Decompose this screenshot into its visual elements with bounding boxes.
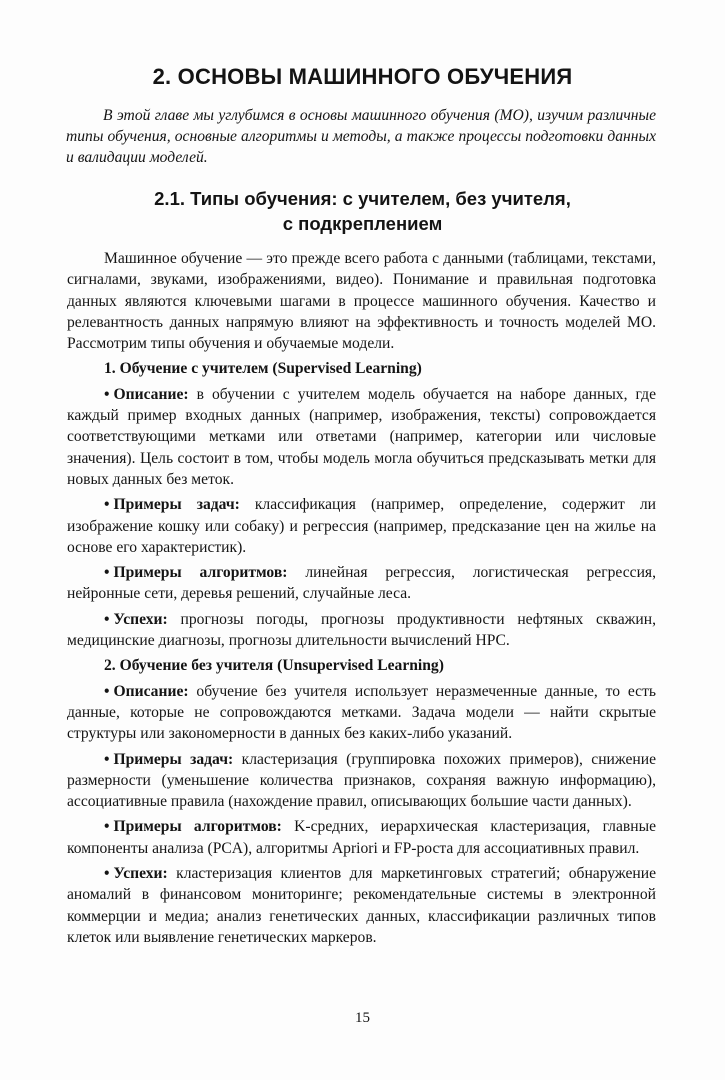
supervised-successes-item	[67, 609, 656, 652]
algorithms-label: Примеры алгоритмов:	[113, 564, 288, 582]
algorithms-label: Примеры алгоритмов:	[113, 818, 282, 836]
unsupervised-description-item	[67, 681, 656, 745]
tasks-text: кластеризация (группировка похожих примеров), снижение размерности (уменьшение количества признаков, сохраняя важную информацию), ассоциативные правила (нахождение правил, описывающих большие части данных).	[67, 750, 656, 811]
description-text: в обучении с учителем модель обучается на наборе данных, где каждый пример входных данных (например, изображения, тексты) сопровождается соответствующими метками или ответами (например, категории или числовые значения). Цель состоит в том, чтобы модель могла обучиться предсказывать метки для новых данных без меток.	[67, 385, 656, 488]
section-title	[0, 186, 725, 236]
description-text: обучение без учителя использует неразмеченные данные, то есть данные, которые не сопровождаются метками. Задача модели — найти скрытые структуры или закономерности в данных без каких-либо указаний.	[67, 682, 656, 743]
algorithms-text: линейная регрессия, логистическая регрессия, нейронные сети, деревья решений, случайные леса.	[67, 564, 656, 603]
algorithms-text: K-средних, иерархическая кластеризация, главные компоненты анализа (PCA), алгоритмы Apriori и FP-роста для ассоциативных правил.	[67, 818, 656, 857]
unsupervised-heading: 2. Обучение без учителя (Unsupervised Learning)	[104, 657, 444, 675]
description-label: Описание:	[113, 385, 189, 403]
section-title-line-1: 2.1. Типы обучения: с учителем, без учителя,	[154, 188, 571, 209]
bullet-icon: •	[104, 682, 110, 700]
supervised-algorithms-item	[67, 562, 656, 605]
bullet-icon: •	[104, 385, 110, 403]
bullet-icon: •	[104, 564, 110, 582]
successes-label: Успехи:	[113, 610, 168, 628]
section-title-line-2: с подкреплением	[282, 213, 443, 234]
description-label: Описание:	[113, 682, 189, 700]
unsupervised-algorithms-item	[67, 816, 656, 859]
bullet-icon: •	[104, 818, 110, 836]
tasks-label: Примеры задач:	[113, 496, 240, 514]
body-text	[67, 248, 656, 948]
bullet-icon: •	[104, 496, 110, 514]
page-number: 15	[355, 1010, 370, 1026]
tasks-text: классификация (например, определение, содержит ли изображение кошку или собаку) и регрессия (например, предсказание цен на жилье на основе его характеристик).	[67, 496, 657, 556]
tasks-label: Примеры задач:	[113, 750, 234, 768]
supervised-heading: 1. Обучение с учителем (Supervised Learning)	[104, 360, 422, 378]
unsupervised-tasks-item	[67, 749, 656, 813]
bullet-icon: •	[104, 865, 110, 883]
unsupervised-successes-item	[67, 863, 656, 948]
successes-text: прогнозы погоды, прогнозы продуктивности нефтяных скважин, медицинские диагнозы, прогнозы длительности вычислений HPC.	[67, 610, 656, 650]
bullet-icon: •	[104, 750, 110, 768]
successes-text: кластеризация клиентов для маркетинговых стратегий; обнаружение аномалий в финансовом мониторинге; рекомендательные системы в электронной коммерции и медиа; анализ генетических данных, классификации различных типов клеток или выявление генетических маркеров.	[67, 865, 656, 946]
bullet-icon: •	[104, 610, 110, 628]
supervised-tasks-item	[67, 494, 656, 558]
chapter-intro: В этой главе мы углубимся в основы машинного обучения (МО), изучим различные типы обучения, основные алгоритмы и методы, а также процессы подготовки данных и валидации моделей.	[66, 107, 656, 166]
intro-paragraph: Машинное обучение — это прежде всего работа с данными (таблицами, текстами, сигналами, звуками, изображениями, видео). Понимание и правильная подготовка данных являются ключевыми шагами в процессе машинного обучения. Качество и релевантность данных напрямую влияют на эффективность и точность моделей МО. Рассмотрим типы обучения и обучаемые модели.	[67, 250, 656, 353]
supervised-description-item	[67, 384, 656, 490]
chapter-title: 2. ОСНОВЫ МАШИННОГО ОБУЧЕНИЯ	[152, 64, 573, 89]
successes-label: Успехи:	[113, 865, 168, 883]
